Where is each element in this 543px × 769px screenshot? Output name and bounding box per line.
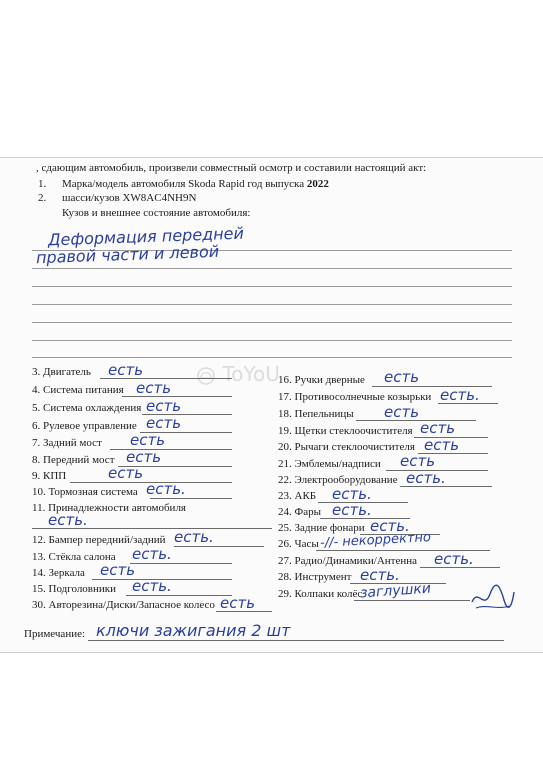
left-value-14: есть	[100, 561, 136, 579]
left-item-13: 13. Стёкла салона	[32, 551, 116, 563]
left-value-7: есть	[130, 431, 166, 449]
right-item-21: 21. Эмблемы/надписи	[278, 458, 381, 470]
right-item-16: 16. Ручки дверные	[278, 374, 365, 386]
item-2-text: шасси/кузов XW8AC4NH9N	[62, 192, 197, 204]
ruled-line	[32, 304, 512, 305]
left-item-8: 8. Передний мост	[32, 454, 115, 466]
car-year: 2022	[306, 178, 329, 190]
left-value-30: есть	[220, 594, 256, 612]
body-condition-label: Кузов и внешнее состояние автомобиля:	[62, 207, 251, 219]
right-value-24: есть.	[332, 501, 372, 519]
fill-line	[130, 563, 232, 564]
fill-line	[174, 546, 264, 547]
left-item-7: 7. Задний мост	[32, 437, 102, 449]
right-item-26: 26. Часы	[278, 538, 319, 550]
left-value-8: есть	[126, 448, 162, 466]
car-icon	[196, 366, 216, 386]
right-value-16: есть	[384, 368, 420, 386]
ruled-line	[32, 268, 512, 269]
right-item-28: 28. Инструмент	[278, 571, 352, 583]
left-value-9: есть	[108, 464, 144, 482]
watermark	[196, 362, 280, 386]
left-value-15: есть.	[132, 577, 172, 595]
watermark-text: ToYoU	[222, 362, 280, 386]
ruled-line	[32, 340, 512, 341]
left-item-11: 11. Принадлежности автомобиля	[32, 502, 186, 514]
left-item-10: 10. Тормозная система	[32, 486, 138, 498]
left-value-10: есть.	[146, 480, 186, 498]
item-1-number: 1.	[38, 178, 47, 190]
right-value-26: -//- некорректно	[319, 530, 432, 551]
right-item-25: 25. Задние фонари	[278, 522, 365, 534]
note-fill-line	[88, 640, 504, 641]
left-value-5: есть	[146, 397, 182, 415]
note-label: Примечание:	[24, 628, 86, 640]
ruled-line	[32, 357, 512, 358]
left-item-9: 9. КПП	[32, 470, 67, 482]
right-item-20: 20. Рычаги стеклоочистителя	[278, 441, 415, 453]
left-item-6: 6. Рулевое управление	[32, 420, 137, 432]
ruled-line	[32, 286, 512, 287]
right-item-24: 24. Фары	[278, 506, 321, 518]
left-item-30: 30. Авторезина/Диски/Запасное колесо	[32, 599, 215, 611]
left-value-13: есть.	[132, 545, 172, 563]
left-value-4: есть	[136, 379, 172, 397]
left-item-12: 12. Бампер передний/задний	[32, 534, 166, 546]
left-value-6: есть	[146, 414, 182, 432]
right-value-19: есть	[420, 419, 456, 437]
right-value-21: есть	[400, 452, 436, 470]
right-value-23: есть.	[332, 485, 372, 503]
left-item-3: 3. Двигатель	[32, 366, 91, 378]
right-value-20: есть	[424, 436, 460, 454]
right-value-17: есть.	[440, 386, 480, 404]
item-2-number: 2.	[38, 192, 47, 204]
left-item-14: 14. Зеркала	[32, 567, 85, 579]
right-value-22: есть.	[406, 469, 446, 487]
right-value-18: есть	[384, 403, 420, 421]
body-note-line-2: правой части и левой	[35, 241, 220, 268]
right-item-27: 27. Радио/Динамики/Антенна	[278, 555, 418, 567]
top-blank-area	[0, 0, 543, 158]
car-model-text: Марка/модель автомобиля Skoda Rapid год выпуска	[62, 178, 305, 190]
right-value-27: есть.	[434, 550, 474, 568]
note-value: ключи зажигания 2 шт	[96, 621, 291, 640]
ruled-line	[32, 322, 512, 323]
right-item-19: 19. Щетки стеклоочистителя	[278, 425, 413, 437]
left-item-15: 15. Подголовники	[32, 583, 117, 595]
right-item-23: 23. АКБ	[278, 490, 317, 502]
left-value-11: есть.	[48, 511, 88, 529]
right-value-29: заглушки	[359, 580, 432, 602]
intro-line: , сдающим автомобиль, произвели совместный осмотр и составили настоящий акт:	[36, 162, 427, 174]
item-1-text	[62, 178, 329, 191]
right-item-22: 22. Электрооборудование	[278, 474, 398, 486]
fill-line	[126, 595, 232, 596]
left-item-4: 4. Система питания	[32, 384, 124, 396]
left-value-12: есть.	[174, 528, 214, 546]
fill-line	[150, 498, 232, 499]
body-note-line-1: Деформация передней	[47, 223, 245, 250]
right-value-25: есть.	[370, 517, 410, 535]
left-value-3: есть	[108, 361, 144, 379]
left-item-5: 5. Система охлаждения	[32, 402, 142, 414]
signature-scribble	[470, 584, 516, 612]
bottom-blank-area	[0, 652, 543, 769]
right-item-17: 17. Противосолнечные козырьки	[278, 391, 432, 403]
right-item-29: 29. Колпаки колёс	[278, 588, 363, 600]
right-value-28: есть.	[360, 566, 400, 584]
right-item-18: 18. Пепельницы	[278, 408, 354, 420]
